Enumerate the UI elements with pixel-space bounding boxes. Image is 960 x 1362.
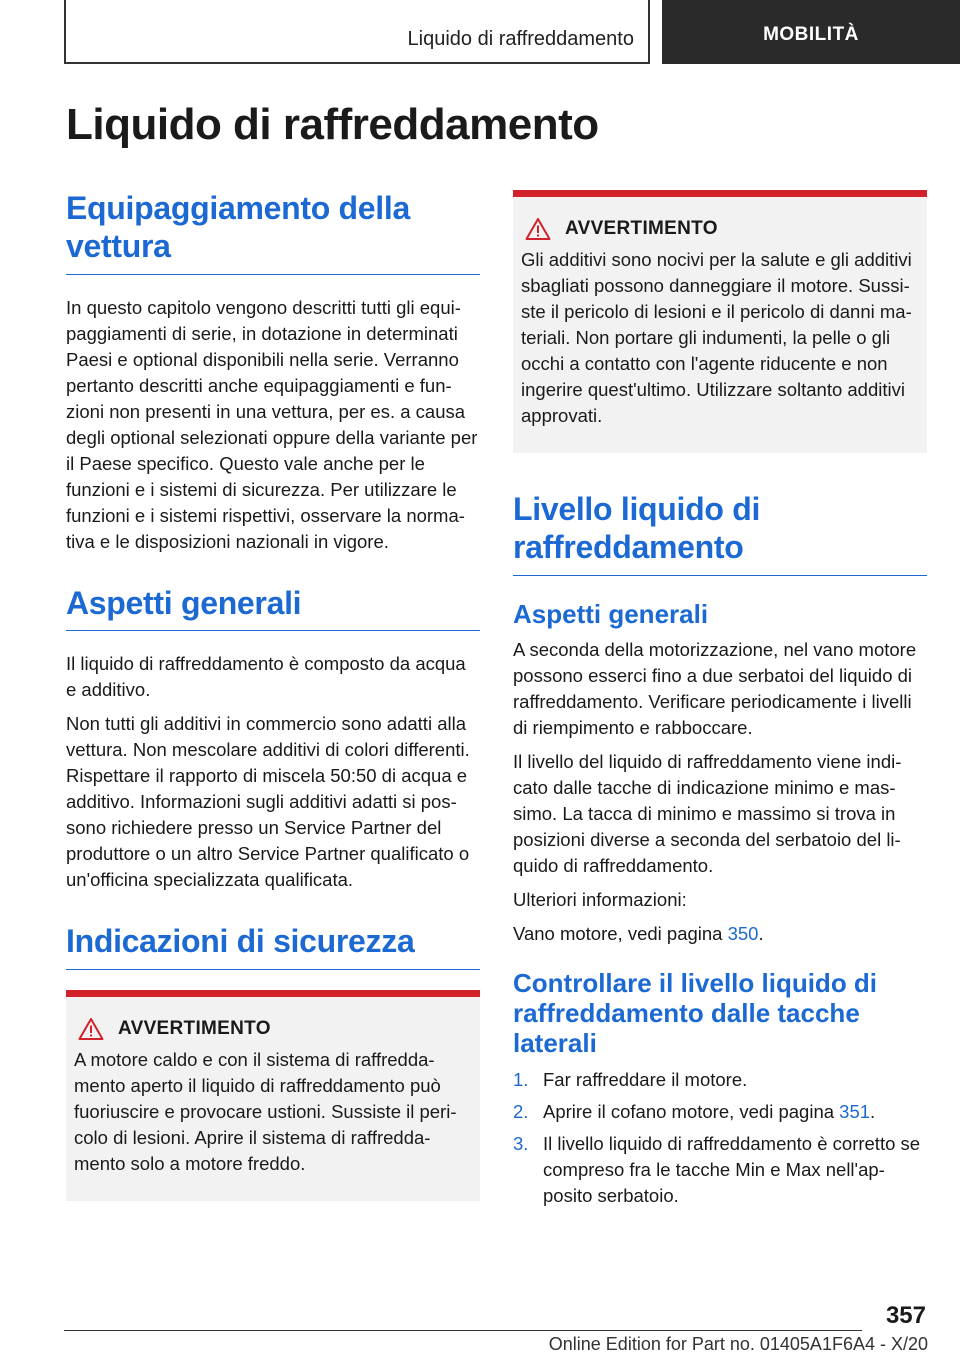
warning-box-right <box>513 190 927 453</box>
step-number: 3. <box>513 1133 529 1155</box>
step-text: Far raffreddare il motore. <box>543 1069 748 1091</box>
footer-rule <box>64 1330 862 1331</box>
warning-text: A motore caldo e con il sistema di raffredda-mento aperto il liquido di raffreddamento può fuoriuscire e provocare ustioni. Sussiste il peri-colo di lesioni. Aprire il sistema di raffredda-mento solo a motore freddo. <box>74 1049 457 1174</box>
warning-text: Gli additivi sono nocivi per la salute e gli additivi sbagliati possono danneggiare il motore. Sussi-ste il pericolo di lesioni e il pericolo di danni ma-teriali. Non portare gli indumenti, la pelle o gli occhi a contatto con l'agente riducente e non ingerire quest'ultimo. Utilizzare soltanto additivi approvati. <box>521 249 912 426</box>
warning-triangle-icon <box>78 1017 104 1041</box>
step-text: Il livello liquido di raffreddamento è corretto se compreso fra le tacche Min e Max nell'ap-posito serbatoio. <box>543 1133 921 1207</box>
general-p2: Non tutti gli additivi in commercio sono adatti alla vettura. Non mescolare additivi di colori differenti. Rispettare il rapporto di miscela 50:50 di acqua e additivo. Informazioni sugli additivi adatti si pos-sono richiedere presso un Service Partner del produttore o un altro Service Partner qualificato o un'officina specializzata qualificata. <box>66 713 470 891</box>
warning-header <box>521 217 919 241</box>
level-p4: Vano motore, vedi pagina 350. <box>513 923 764 945</box>
list-item <box>513 1067 927 1093</box>
header-right-rule <box>648 0 650 64</box>
steps-list <box>513 1067 927 1209</box>
left-column <box>66 190 480 1201</box>
warning-box-left <box>66 990 480 1201</box>
header-section-title: Liquido di raffreddamento <box>407 28 634 50</box>
footer-edition: Online Edition for Part no. 01405A1F6A4 - X/20 <box>548 1334 928 1354</box>
subheading-controllare-livello: Controllare il livello liquido di raffreddamento dalle tacche laterali <box>513 968 878 1059</box>
level-p3: Ulteriori informazioni: <box>513 889 687 911</box>
warning-title: AVVERTIMENTO <box>565 218 718 239</box>
general-p1: Il liquido di raffreddamento è composto da acqua e additivo. <box>66 653 466 701</box>
warning-header <box>74 1017 472 1041</box>
level-p1: A seconda della motorizzazione, nel vano motore possono esserci fino a due serbatoi del liquido di raffreddamento. Verificare periodicamente i livelli di riempimento e rabboccare. <box>513 639 917 739</box>
page-link-351[interactable]: 351 <box>839 1101 871 1123</box>
subheading-aspetti-generali: Aspetti generali <box>513 598 709 629</box>
list-item <box>513 1131 927 1209</box>
step-text: Aprire il cofano motore, vedi pagina 351. <box>543 1101 876 1123</box>
heading-aspetti-generali: Aspetti generali <box>66 585 480 632</box>
equip-body: In questo capitolo vengono descritti tutti gli equi-paggiamenti di serie, in dotazione in determinati Paesi e optional disponibili nella serie. Verranno pertanto descritti anche equipaggiamenti e fun-zioni non presenti in una vettura, per es. a causa degli optional selezionati oppure della variante per il Paese specifico. Questo vale anche per le funzioni e i sistemi di sicurezza. Per utilizzare le funzioni e i sistemi rispettivi, osservare la norma-tiva e le disposizioni nazionali in vigore. <box>66 296 478 552</box>
header-chapter-tab: MOBILITÀ <box>662 0 960 64</box>
page-number: 357 <box>885 1302 926 1329</box>
step-number: 1. <box>513 1069 529 1091</box>
level-p2: Il livello del liquido di raffreddamento viene indi-cato dalle tacche di indicazione minimo e mas-simo. La tacca di minimo e massimo si trova in posizioni diverse a seconda del serbatoio del li-quido di raffreddamento. <box>513 751 902 877</box>
heading-sicurezza: Indicazioni di sicurezza <box>66 923 480 970</box>
step-number: 2. <box>513 1101 529 1123</box>
right-column <box>513 190 927 1209</box>
list-item <box>513 1099 927 1125</box>
page-header <box>0 0 960 64</box>
header-left-rule <box>64 0 66 64</box>
warning-triangle-icon <box>525 217 551 241</box>
heading-livello-liquido: Livello liquido di raffreddamento <box>513 491 927 576</box>
header-bottom-rule <box>64 62 650 64</box>
page-link-350[interactable]: 350 <box>727 923 759 945</box>
page-title: Liquido di raffreddamento <box>66 100 599 149</box>
heading-equipaggiamento: Equipaggiamento della vettura <box>66 190 480 275</box>
warning-title: AVVERTIMENTO <box>118 1018 271 1039</box>
